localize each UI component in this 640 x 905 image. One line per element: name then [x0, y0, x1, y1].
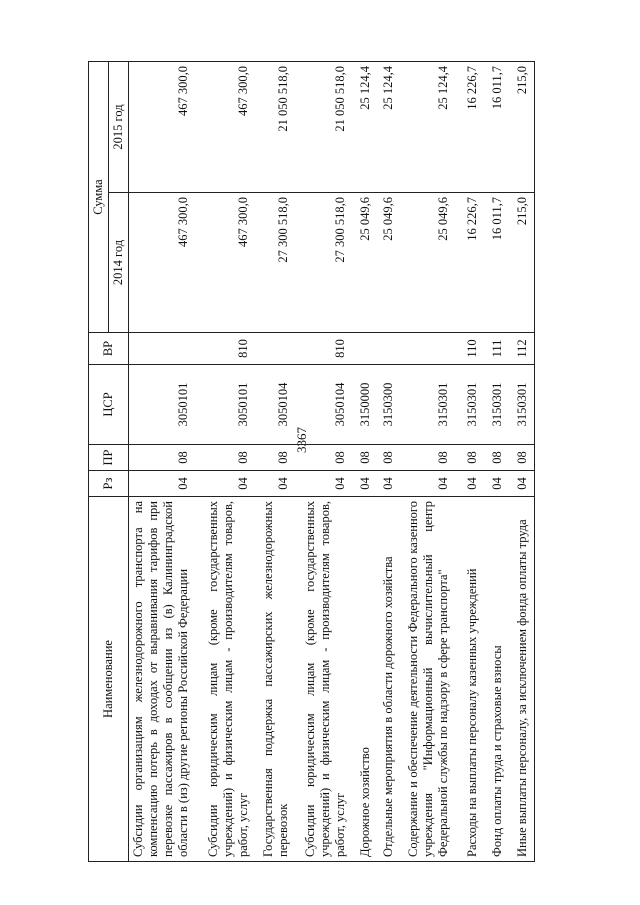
row-amount-2014: 16 011,7	[488, 193, 513, 333]
row-pr: 08	[513, 445, 535, 471]
row-csr: 3050104	[259, 365, 301, 445]
row-amount-2015: 25 124,4	[404, 62, 463, 193]
row-amount-2014: 16 226,7	[463, 193, 488, 333]
row-vr	[356, 333, 379, 365]
table-body	[129, 62, 535, 862]
table-row	[301, 62, 356, 862]
row-pr: 08	[379, 445, 404, 471]
row-rz: 04	[356, 471, 379, 497]
header-2014: 2014 год	[109, 193, 129, 333]
row-vr: 110	[463, 333, 488, 365]
row-csr: 3050101	[129, 365, 205, 445]
row-name: Иные выплаты персоналу, за исключением фонда оплаты труда	[513, 497, 535, 862]
row-amount-2014: 25 049,6	[356, 193, 379, 333]
row-csr: 3150301	[488, 365, 513, 445]
header-2015: 2015 год	[109, 62, 129, 193]
row-name: Субсидии организациям железнодорожного транспорта на компенсацию потерь в доходах от выравнивания тарифов при перевозке пассажиров в сообщении из (в) Калининградской области в (из) другие регионы Российской Федерации	[129, 497, 205, 862]
table-row	[513, 62, 535, 862]
row-name: Субсидии юридическим лицам (кроме государственных учреждений) и физическим лицам - производителям товаров, работ, услуг	[301, 497, 356, 862]
row-amount-2014: 25 049,6	[379, 193, 404, 333]
table-row	[129, 62, 205, 862]
row-rz: 04	[204, 471, 259, 497]
row-amount-2015: 21 050 518,0	[301, 62, 356, 193]
header-vr: ВР	[89, 333, 129, 365]
table-row	[379, 62, 404, 862]
row-csr: 3050104	[301, 365, 356, 445]
row-vr	[404, 333, 463, 365]
header-pr: ПР	[89, 445, 129, 471]
row-csr: 3150000	[356, 365, 379, 445]
table-row	[356, 62, 379, 862]
row-amount-2015: 25 124,4	[379, 62, 404, 193]
row-rz: 04	[488, 471, 513, 497]
table-row	[259, 62, 301, 862]
row-csr: 3150301	[463, 365, 488, 445]
row-name: Отдельные мероприятия в области дорожного хозяйства	[379, 497, 404, 862]
row-name: Государственная поддержка пассажирских железнодорожных перевозок	[259, 497, 301, 862]
row-vr: 112	[513, 333, 535, 365]
row-csr: 3150300	[379, 365, 404, 445]
table-row	[463, 62, 488, 862]
row-vr: 810	[301, 333, 356, 365]
row-name: Дорожное хозяйство	[356, 497, 379, 862]
row-pr: 08	[259, 445, 301, 471]
row-name: Содержание и обеспечение деятельности Федерального казенного учреждения "Информационный вычислительный центр Федеральной службы по надзору в сфере транспорта"	[404, 497, 463, 862]
row-vr: 810	[204, 333, 259, 365]
row-csr: 3050101	[204, 365, 259, 445]
row-pr: 08	[301, 445, 356, 471]
budget-table	[88, 61, 535, 862]
header-name: Наименование	[89, 497, 129, 862]
row-csr: 3150301	[513, 365, 535, 445]
row-rz: 04	[463, 471, 488, 497]
row-amount-2014: 215,0	[513, 193, 535, 333]
row-amount-2015: 16 011,7	[488, 62, 513, 193]
header-sum: Сумма	[89, 62, 109, 333]
row-rz: 04	[259, 471, 301, 497]
row-amount-2015: 467 300,0	[129, 62, 205, 193]
row-pr: 08	[488, 445, 513, 471]
table-row	[488, 62, 513, 862]
header-rz: Рз	[89, 471, 129, 497]
row-rz: 04	[301, 471, 356, 497]
header-csr: ЦСР	[89, 365, 129, 445]
row-pr: 08	[204, 445, 259, 471]
row-amount-2015: 16 226,7	[463, 62, 488, 193]
row-pr: 08	[129, 445, 205, 471]
row-name: Расходы на выплаты персоналу казенных учреждений	[463, 497, 488, 862]
row-rz: 04	[129, 471, 205, 497]
row-pr: 08	[463, 445, 488, 471]
row-vr: 111	[488, 333, 513, 365]
row-amount-2014: 27 300 518,0	[259, 193, 301, 333]
row-amount-2014: 27 300 518,0	[301, 193, 356, 333]
page-number: 3367	[294, 427, 309, 453]
row-amount-2014: 467 300,0	[204, 193, 259, 333]
row-rz: 04	[379, 471, 404, 497]
row-vr	[379, 333, 404, 365]
table-row	[204, 62, 259, 862]
row-amount-2015: 467 300,0	[204, 62, 259, 193]
rotated-table-container	[88, 62, 568, 862]
row-pr: 08	[356, 445, 379, 471]
row-rz: 04	[513, 471, 535, 497]
table-header	[89, 62, 129, 862]
row-amount-2014: 25 049,6	[404, 193, 463, 333]
row-name: Субсидии юридическим лицам (кроме государственных учреждений) и физическим лицам - производителям товаров, работ, услуг	[204, 497, 259, 862]
row-amount-2015: 215,0	[513, 62, 535, 193]
row-pr: 08	[404, 445, 463, 471]
table-row	[404, 62, 463, 862]
row-vr	[259, 333, 301, 365]
row-csr: 3150301	[404, 365, 463, 445]
row-amount-2015: 21 050 518,0	[259, 62, 301, 193]
row-amount-2015: 25 124,4	[356, 62, 379, 193]
row-vr	[129, 333, 205, 365]
row-amount-2014: 467 300,0	[129, 193, 205, 333]
row-name: Фонд оплаты труда и страховые взносы	[488, 497, 513, 862]
row-rz: 04	[404, 471, 463, 497]
